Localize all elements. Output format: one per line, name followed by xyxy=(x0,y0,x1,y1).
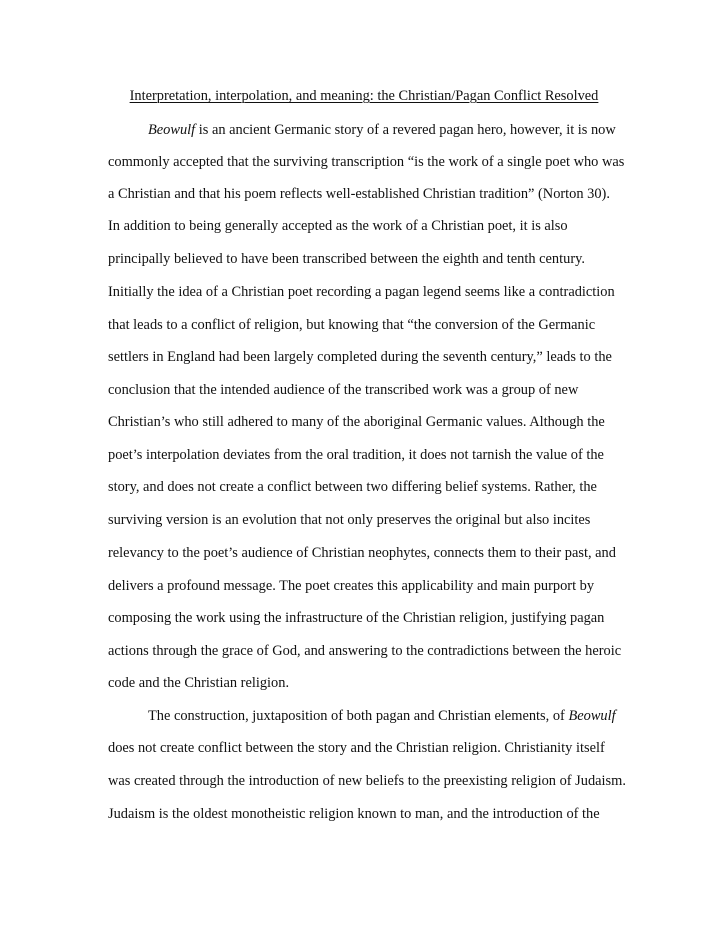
paragraph-line: delivers a profound message. The poet creates this applicability and main purport by xyxy=(108,578,595,594)
paragraph-line: The construction, juxtaposition of both pagan and Christian elements, of Beowulf xyxy=(148,708,616,724)
paragraph-line: principally believed to have been transcribed between the eighth and tenth century. xyxy=(108,251,585,267)
paragraph-line: code and the Christian religion. xyxy=(108,675,290,691)
paragraph-line: a Christian and that his poem reflects well-established Christian tradition” (Norton 30). xyxy=(108,186,610,202)
paragraph-line: conclusion that the intended audience of the transcribed work was a group of new xyxy=(108,382,579,398)
paragraph-line: commonly accepted that the surviving transcription “is the work of a single poet who was xyxy=(108,154,625,170)
paragraph-line: settlers in England had been largely completed during the seventh century,” leads to the xyxy=(108,349,612,365)
paragraph-line: actions through the grace of God, and answering to the contradictions between the heroic xyxy=(108,643,622,659)
paragraph-line: that leads to a conflict of religion, but knowing that “the conversion of the Germanic xyxy=(108,317,596,333)
paragraph-line: surviving version is an evolution that not only preserves the original but also incites xyxy=(108,512,591,528)
paragraph-line: Christian’s who still adhered to many of the aboriginal Germanic values. Although the xyxy=(108,414,605,430)
paragraph-line: Initially the idea of a Christian poet recording a pagan legend seems like a contradiction xyxy=(108,284,615,300)
paragraph-line: does not create conflict between the story and the Christian religion. Christianity itself xyxy=(108,740,605,756)
paragraph-line: Judaism is the oldest monotheistic religion known to man, and the introduction of the xyxy=(108,806,600,822)
paragraph-line: story, and does not create a conflict between two differing belief systems. Rather, the xyxy=(108,479,597,495)
paragraph-line: poet’s interpolation deviates from the oral tradition, it does not tarnish the value of the xyxy=(108,447,604,463)
paragraph-line: was created through the introduction of new beliefs to the preexisting religion of Judaism. xyxy=(108,773,626,789)
paragraph-line: Beowulf is an ancient Germanic story of a revered pagan hero, however, it is now xyxy=(148,122,616,138)
page-title: Interpretation, interpolation, and meaning: the Christian/Pagan Conflict Resolved xyxy=(129,88,599,104)
paragraph-line: composing the work using the infrastructure of the Christian religion, justifying pagan xyxy=(108,610,605,626)
paragraph-line: In addition to being generally accepted as the work of a Christian poet, it is also xyxy=(108,218,568,234)
paragraph-line: relevancy to the poet’s audience of Christian neophytes, connects them to their past, and xyxy=(108,545,616,561)
